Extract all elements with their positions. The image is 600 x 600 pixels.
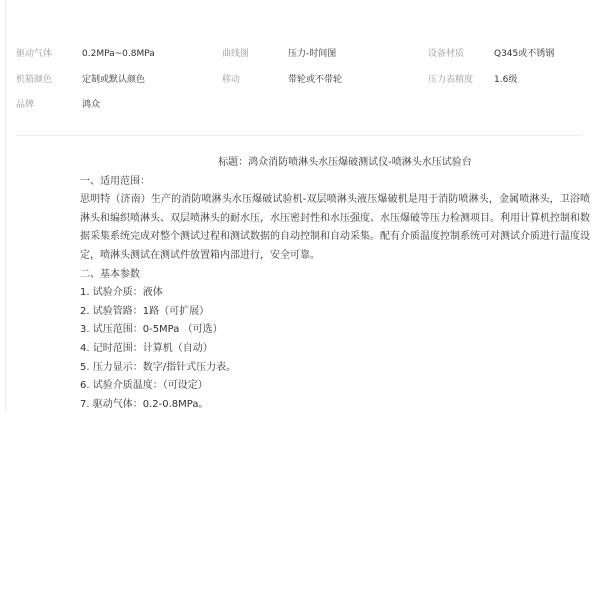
param-item: 6. 试验介质温度：（可设定） [80,380,208,392]
spec-value-gauge-accuracy: 1.6级 [494,75,518,85]
section-heading-params: 二、基本参数 [80,268,140,280]
param-item: 1. 试验介质：液体 [80,287,163,299]
param-item: 2. 试验管路：1路（可扩展） [80,305,210,317]
spec-value-material: Q345或不锈钢 [494,49,555,59]
section-divider [16,135,582,136]
product-description [80,154,590,414]
spec-table [0,0,600,140]
spec-value-curve: 压力-时间图 [288,49,337,59]
spec-value-drive-gas: 0.2MPa~0.8MPa [82,49,155,59]
spec-label-mobility: 移动 [222,75,241,85]
param-item: 7. 驱动气体：0.2-0.8MPa。 [80,398,209,410]
spec-label-case-color: 机箱颜色 [16,75,53,85]
spec-label-curve: 曲线图 [222,49,250,59]
spec-label-material: 设备材质 [428,49,465,59]
description-title: 标题：鸿众消防喷淋头水压爆破测试仪-喷淋头水压试验台 [218,157,472,168]
spec-value-brand: 鸿众 [82,100,101,110]
spec-value-mobility: 带轮或不带轮 [288,75,343,85]
section-heading-scope: 一、适用范围： [80,175,150,187]
param-item: 3. 试压范围：0-5MPa （可选） [80,324,223,336]
param-item: 4. 记时范围：计算机（自动） [80,342,213,354]
spec-label-gauge-accuracy: 压力表精度 [428,75,474,85]
spec-label-brand: 品牌 [16,100,35,110]
spec-label-drive-gas: 驱动气体 [16,49,53,59]
spec-value-case-color: 定制或默认颜色 [82,75,146,85]
param-item: 5. 压力显示：数字/指针式压力表。 [80,361,237,373]
scope-paragraph: 思明特（济南）生产的消防喷淋头水压爆破试验机-双层喷淋头液压爆破机是用于消防喷淋头，金属喷淋头，卫浴喷淋头和编织喷淋头、双层喷淋头的耐水压，水压密封性和水压强度、水压爆破等压力检测项目。利用计算机控制和数据采集系统完成对整个测试过程和测试数据的自动控制和自动采集。配有介质温度控制系统可对测试介质进行温度设定，喷淋头测试在测试件放置箱内部进行，安全可靠。 [80,194,590,261]
